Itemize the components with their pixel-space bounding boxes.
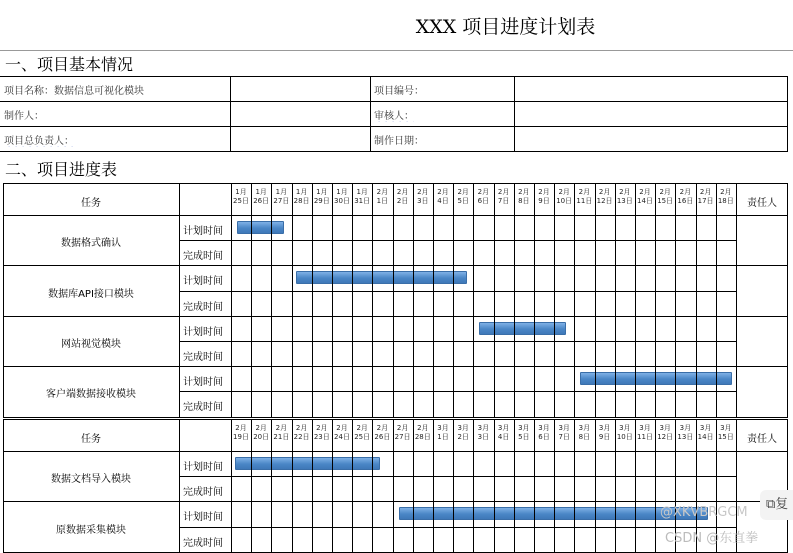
date-day: 22日	[293, 433, 310, 441]
section-schedule: 二、项目进度表	[5, 160, 118, 179]
date-month: 3月	[679, 424, 692, 432]
gantt-bar	[296, 271, 468, 284]
date-day: 17日	[697, 197, 714, 205]
done-time-label: 完成时间	[183, 251, 223, 263]
watermark-csdn: CSDN @东直拳	[665, 531, 759, 546]
done-time-label: 完成时间	[183, 352, 223, 363]
project-owner-label: 项目总负责人：	[4, 136, 74, 147]
date-day: 6日	[477, 197, 490, 205]
date-day: 14日	[697, 433, 714, 441]
owner-header: 责任人	[747, 434, 777, 445]
date-day: 21日	[273, 433, 290, 441]
date-day: 18日	[717, 197, 734, 205]
date-day: 31日	[354, 197, 371, 205]
date-month: 2月	[376, 424, 389, 432]
date-day: 23日	[313, 433, 330, 441]
date-month: 2月	[538, 188, 550, 196]
date-month: 3月	[598, 424, 611, 432]
task-name: 数据库API接口模块	[48, 288, 134, 300]
copy-label: 复	[775, 497, 789, 512]
maker-label: 制作人：	[4, 111, 44, 122]
project-no-label: 项目编号：	[374, 86, 424, 97]
task-header: 任务	[81, 434, 101, 445]
date-day: 16日	[677, 197, 694, 205]
date-day: 13日	[677, 433, 694, 441]
gantt-bar	[237, 221, 283, 234]
date-month: 2月	[659, 188, 671, 196]
date-month: 2月	[316, 424, 328, 432]
task-header: 任务	[81, 198, 101, 209]
copy-icon: ⧉	[766, 497, 776, 512]
date-month: 2月	[356, 424, 368, 432]
task-name: 客户端数据接收模块	[46, 389, 136, 401]
date-month: 3月	[497, 424, 510, 432]
date-month: 2月	[396, 424, 409, 432]
date-day: 24日	[334, 433, 350, 441]
divider	[0, 50, 793, 51]
date-day: 12日	[657, 433, 674, 441]
date-day: 14日	[637, 197, 653, 205]
date-month: 2月	[336, 424, 348, 432]
date-month: 3月	[619, 424, 631, 432]
date-month: 2月	[477, 188, 490, 196]
date-month: 1月	[295, 188, 308, 196]
date-day: 15日	[717, 433, 734, 441]
date-month: 2月	[376, 188, 389, 196]
date-day: 10日	[556, 197, 573, 205]
plan-time-label: 计划时间	[183, 377, 223, 389]
date-day: 27日	[394, 433, 411, 441]
plan-time-label: 计划时间	[183, 462, 223, 473]
date-day: 26日	[253, 197, 270, 205]
gantt-bar	[235, 457, 380, 470]
date-month: 3月	[639, 424, 651, 432]
date-month: 3月	[558, 424, 570, 432]
date-day: 4日	[497, 433, 510, 441]
date-day: 20日	[253, 433, 270, 441]
date-day: 25日	[354, 433, 371, 441]
done-time-label: 完成时间	[183, 487, 223, 499]
done-time-label: 完成时间	[183, 402, 223, 414]
reviewer-label: 审核人：	[374, 111, 414, 122]
date-month: 3月	[518, 424, 530, 432]
date-month: 3月	[538, 424, 550, 432]
date-day: 29日	[313, 197, 330, 205]
date-day: 9日	[598, 433, 611, 441]
date-month: 3月	[437, 424, 449, 432]
date-month: 2月	[518, 188, 530, 196]
plan-time-label: 计划时间	[183, 512, 223, 524]
date-month: 2月	[639, 188, 651, 196]
page-title: XXX 项目进度计划表	[415, 16, 596, 38]
date-month: 2月	[598, 188, 611, 196]
date-month: 2月	[578, 188, 591, 196]
date-day: 5日	[457, 197, 469, 205]
task-name: 数据格式确认	[61, 238, 121, 250]
date-day: 6日	[538, 433, 550, 441]
owner-header: 责任人	[747, 198, 777, 209]
plan-time-label: 计划时间	[183, 276, 223, 288]
date-day: 8日	[518, 197, 530, 205]
date-month: 2月	[619, 188, 631, 196]
date-month: 3月	[699, 424, 712, 432]
date-day: 4日	[437, 197, 449, 205]
date-month: 2月	[437, 188, 449, 196]
date-day: 26日	[374, 433, 391, 441]
date-day: 28日	[414, 433, 431, 441]
date-month: 2月	[255, 424, 267, 432]
date-day: 8日	[578, 433, 591, 441]
task-name: 数据文档导入模块	[51, 474, 131, 486]
date-day: 11日	[637, 433, 653, 441]
date-month: 3月	[720, 424, 732, 432]
date-month: 1月	[235, 188, 247, 196]
date-month: 2月	[275, 424, 288, 432]
date-day: 11日	[576, 197, 593, 205]
project-name-label: 项目名称：数据信息可视化模块	[4, 86, 144, 97]
date-month: 1月	[336, 188, 348, 196]
date-month: 1月	[356, 188, 368, 196]
date-day: 12日	[596, 197, 613, 205]
gantt-bar	[580, 372, 732, 385]
date-day: 1日	[376, 197, 389, 205]
date-month: 3月	[578, 424, 591, 432]
date-day: 27日	[273, 197, 290, 205]
date-day: 1日	[437, 433, 449, 441]
date-day: 5日	[518, 433, 530, 441]
date-month: 2月	[396, 188, 409, 196]
done-time-label: 完成时间	[183, 301, 223, 313]
date-day: 2日	[457, 433, 469, 441]
date-day: 7日	[497, 197, 510, 205]
make-date-label: 制作日期：	[374, 136, 424, 147]
date-day: 13日	[616, 197, 633, 205]
date-day: 15日	[657, 197, 674, 205]
date-month: 3月	[457, 424, 469, 432]
task-name: 网站视觉模块	[61, 339, 121, 350]
date-day: 30日	[334, 197, 350, 205]
date-month: 2月	[558, 188, 570, 196]
date-month: 3月	[659, 424, 671, 432]
plan-time-label: 计划时间	[183, 326, 223, 338]
date-month: 2月	[295, 424, 308, 432]
date-day: 28日	[293, 197, 310, 205]
date-month: 2月	[679, 188, 692, 196]
date-month: 2月	[720, 188, 732, 196]
date-month: 1月	[316, 188, 328, 196]
section-basic-info: 一、项目基本情况	[5, 55, 134, 74]
date-month: 2月	[417, 424, 429, 432]
date-month: 2月	[417, 188, 429, 196]
watermark-text: @XKVBRGCM	[660, 505, 748, 520]
date-month: 3月	[477, 424, 490, 432]
date-day: 25日	[233, 197, 249, 205]
date-day: 3日	[417, 197, 429, 205]
date-day: 7日	[558, 433, 570, 441]
date-day: 3日	[477, 433, 490, 441]
date-month: 1月	[275, 188, 288, 196]
date-day: 2日	[396, 197, 409, 205]
date-month: 2月	[457, 188, 469, 196]
date-month: 1月	[255, 188, 267, 196]
date-day: 9日	[538, 197, 550, 205]
date-month: 2月	[235, 424, 247, 432]
date-month: 2月	[699, 188, 712, 196]
date-day: 19日	[233, 433, 249, 441]
task-name: 原数据采集模块	[56, 524, 126, 536]
date-month: 2月	[497, 188, 510, 196]
copy-button[interactable]	[760, 490, 793, 520]
date-day: 10日	[616, 433, 633, 441]
plan-time-label: 计划时间	[183, 226, 223, 237]
done-time-label: 完成时间	[183, 537, 223, 549]
